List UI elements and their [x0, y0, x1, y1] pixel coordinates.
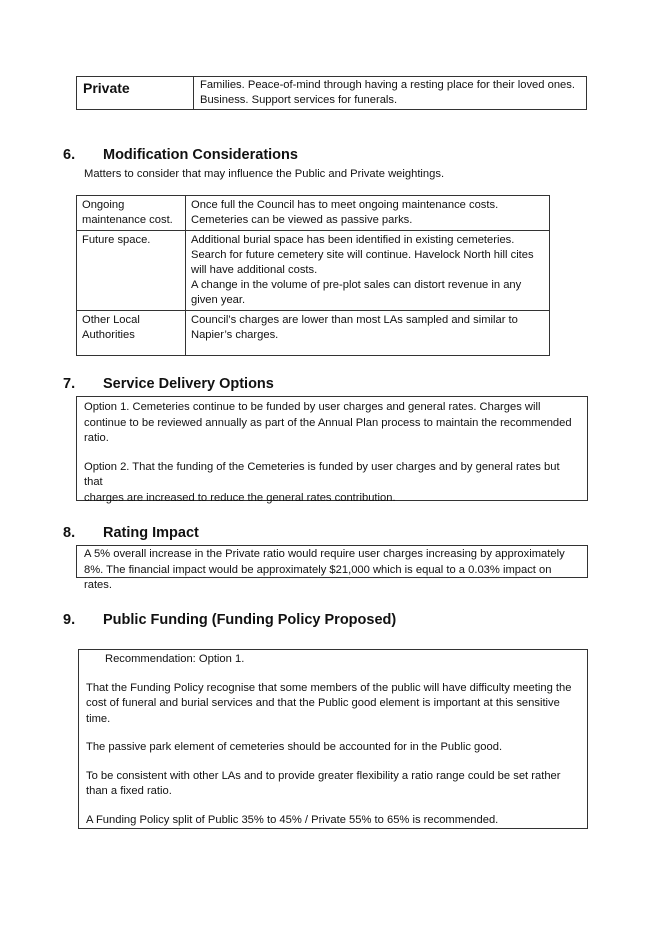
option-1-line: ratio.	[84, 432, 109, 444]
section-8-number: 8.	[63, 525, 76, 541]
rating-impact-box	[76, 545, 588, 591]
table-row	[77, 311, 550, 356]
section-6-number: 6.	[63, 147, 76, 163]
row-label-line: Authorities	[82, 329, 135, 341]
row-label	[77, 196, 186, 231]
row-label-line: maintenance cost.	[82, 214, 173, 226]
para-1-line: time.	[86, 712, 111, 725]
section-9-title: Public Funding (Funding Policy Proposed)	[103, 612, 397, 628]
row-text-line: given year.	[191, 294, 246, 306]
section-6-intro: Matters to consider that may influence the Public and Private weightings.	[84, 168, 445, 180]
recommendation: Recommendation: Option 1.	[105, 653, 245, 665]
table-row	[77, 231, 550, 311]
row-text-line: Council’s charges are lower than most LAs sampled and similar to	[191, 314, 518, 326]
para-3-line: than a fixed ratio.	[86, 785, 172, 797]
para-4: A Funding Policy split of Public 35% to 45% / Private 55% to 65% is recommended.	[86, 813, 499, 826]
private-line-2: Business. Support services for funerals.	[200, 94, 398, 106]
row-text	[186, 311, 550, 356]
row-text-line: Cemeteries can be viewed as passive parks.	[191, 214, 413, 226]
row-text-line: Once full the Council has to meet ongoing maintenance costs.	[191, 199, 499, 211]
row-text-line: will have additional costs.	[191, 264, 318, 276]
para-3-line: To be consistent with other LAs and to provide greater flexibility a ratio range could be set rather	[86, 769, 561, 782]
para-1-line: cost of funeral and burial services and that the Public good element is important at this sensitive	[86, 697, 560, 709]
row-label	[77, 311, 186, 356]
row-text-line: A change in the volume of pre-plot sales can distort revenue in any	[191, 279, 522, 291]
row-label-line: Ongoing	[82, 199, 125, 211]
row-text-line: Search for future cemetery site will continue. Havelock North hill cites	[191, 249, 534, 261]
row-text	[186, 231, 550, 311]
private-line-1: Families. Peace-of-mind through having a resting place for their loved ones.	[200, 79, 575, 91]
option-2-line: Option 2. That the funding of the Cemeteries is funded by user charges and by general rates but that	[84, 460, 560, 488]
funding-policy-box	[78, 649, 588, 829]
service-delivery-box	[76, 396, 588, 504]
row-text	[186, 196, 550, 231]
row-text-line: Napier’s charges.	[191, 329, 279, 341]
para-1-line: That the Funding Policy recognise that some members of the public will have difficulty meeting the	[86, 681, 572, 694]
section-8-title: Rating Impact	[103, 525, 199, 541]
private-table	[76, 76, 587, 110]
para-2: The passive park element of cemeteries should be accounted for in the Public good.	[86, 741, 503, 753]
table-row	[77, 196, 550, 231]
section-7-number: 7.	[63, 376, 76, 392]
option-2-line: charges are increased to reduce the general rates contribution.	[84, 491, 396, 504]
private-label-cell	[77, 77, 194, 110]
row-label	[77, 231, 186, 311]
section-9-number: 9.	[63, 612, 76, 628]
row-text-line: Additional burial space has been identified in existing cemeteries.	[191, 234, 515, 246]
rating-impact-line: A 5% overall increase in the Private ratio would require user charges increasing by approximately	[84, 548, 565, 560]
row-label-line: Other Local	[82, 314, 140, 326]
option-1-line: continue to be reviewed annually as part of the Annual Plan process to maintain the recommended	[84, 416, 572, 429]
modification-table	[76, 195, 550, 356]
row-label-line: Future space.	[82, 234, 151, 246]
private-label: Private	[83, 80, 130, 96]
option-1-line: Option 1. Cemeteries continue to be funded by user charges and general rates. Charges will	[84, 401, 541, 413]
private-text-cell	[194, 77, 587, 110]
section-6-title: Modification Considerations	[103, 147, 298, 163]
rating-impact-line: 8%. The financial impact would be approximately $21,000 which is equal to a 0.03% impact on rates.	[84, 563, 552, 591]
section-7-title: Service Delivery Options	[103, 376, 274, 392]
